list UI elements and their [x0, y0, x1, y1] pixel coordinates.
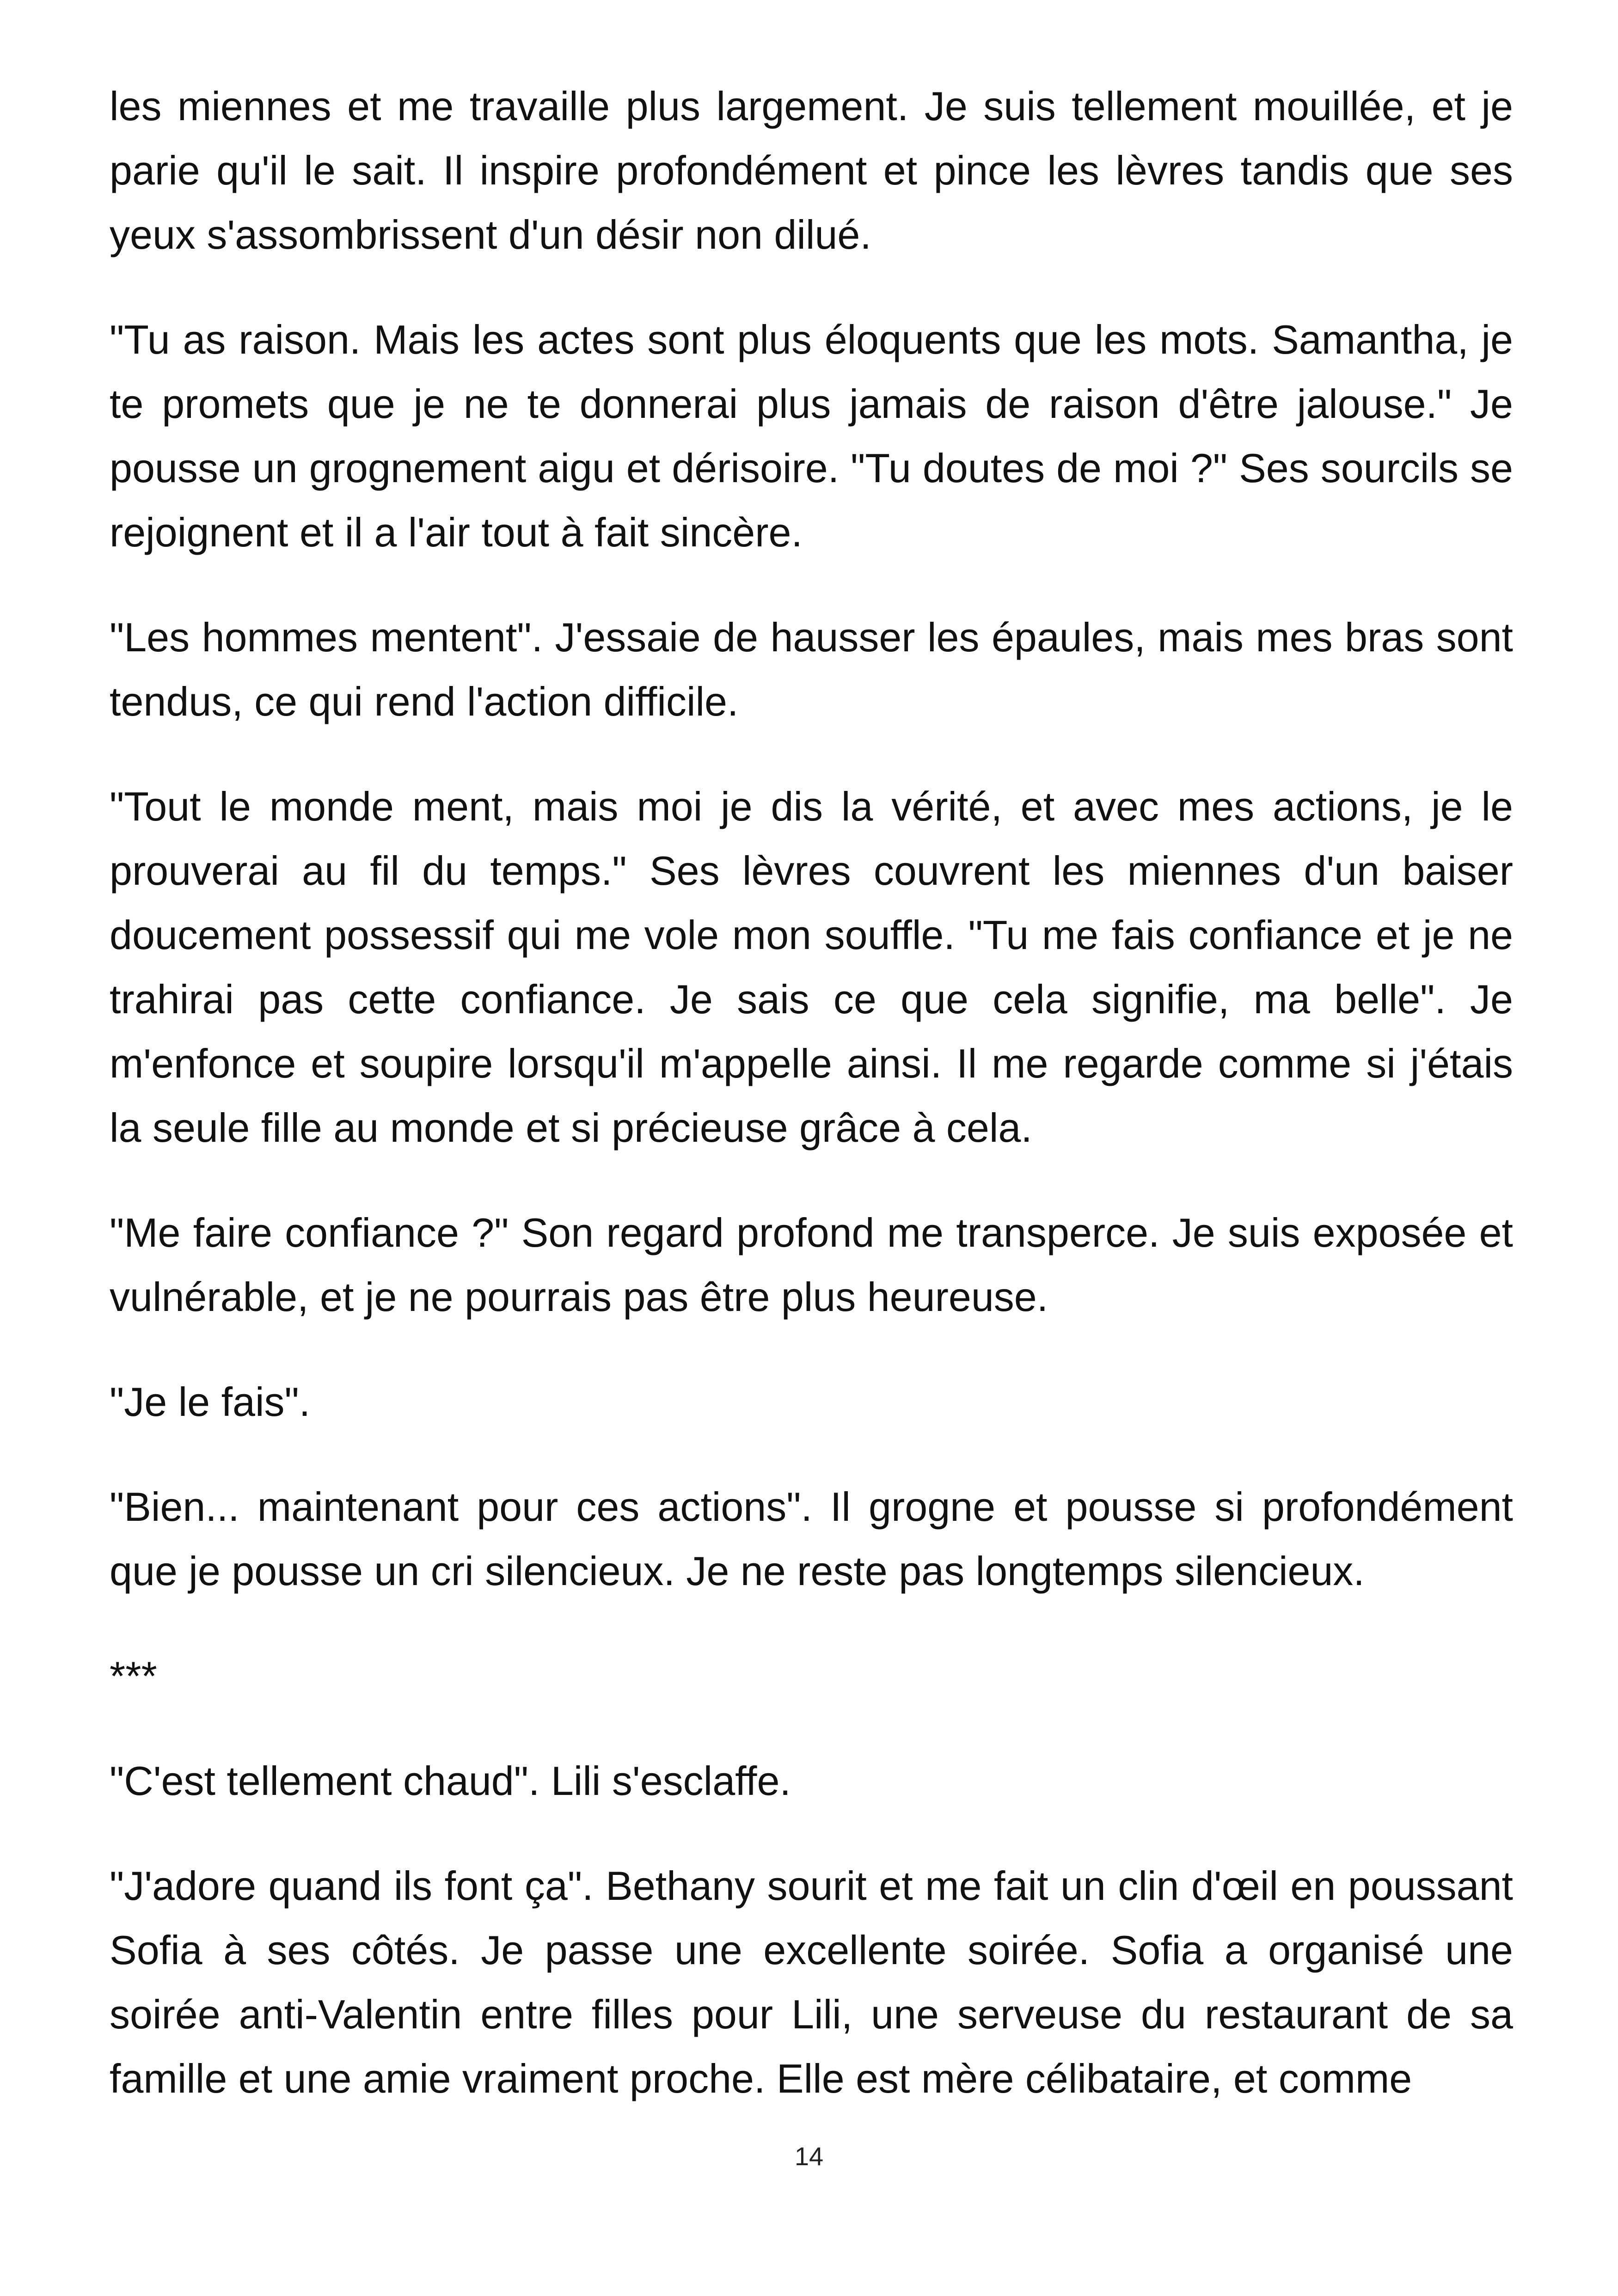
- paragraph: les miennes et me travaille plus largement. Je suis tellement mouillée, et je parie qu'il le sait. Il inspire profondément et pince les lèvres tandis que ses yeux s'assombrissent d'un désir non dilué.: [110, 83, 1513, 257]
- paragraph: "Me faire confiance ?" Son regard profond me transperce. Je suis exposée et vulnérable, et je ne pourrais pas être plus heureuse.: [110, 1210, 1513, 1320]
- paragraph: "Tout le monde ment, mais moi je dis la vérité, et avec mes actions, je le prouverai au fil du temps." Ses lèvres couvrent les miennes d'un baiser doucement possessif qui me vole mon souffle. "Tu me fais confiance et je ne trahirai pas cette confiance. Je sais ce que cela signifie, ma belle". Je m'enfonce et soupire lorsqu'il m'appelle ainsi. Il me regarde comme si j'étais la seule fille au monde et si précieuse grâce à cela.: [110, 784, 1513, 1151]
- scene-separator: ***: [110, 1653, 157, 1699]
- body-text: [110, 74, 1513, 2151]
- paragraph: "J'adore quand ils font ça". Bethany sourit et me fait un clin d'œil en poussant Sofia à ses côtés. Je passe une excellente soirée. Sofia a organisé une soirée anti-Valentin entre filles pour Lili, une serveuse du restaurant de sa famille et une amie vraiment proche. Elle est mère célibataire, et comme: [110, 1863, 1513, 2101]
- paragraph: "Les hommes mentent". J'essaie de hausser les épaules, mais mes bras sont tendus, ce qui rend l'action difficile.: [110, 614, 1513, 724]
- paragraph: "Tu as raison. Mais les actes sont plus éloquents que les mots. Samantha, je te promets que je ne te donnerai plus jamais de raison d'être jalouse." Je pousse un grognement aigu et dérisoire. "Tu doutes de moi ?" Ses sourcils se rejoignent et il a l'air tout à fait sincère.: [110, 317, 1513, 555]
- page-number: 14: [794, 2142, 824, 2171]
- paragraph: "C'est tellement chaud". Lili s'esclaffe.: [110, 1758, 791, 1804]
- paragraph: "Je le fais".: [110, 1379, 311, 1425]
- paragraph: "Bien... maintenant pour ces actions". Il grogne et pousse si profondément que je pousse un cri silencieux. Je ne reste pas longtemps silencieux.: [110, 1484, 1513, 1594]
